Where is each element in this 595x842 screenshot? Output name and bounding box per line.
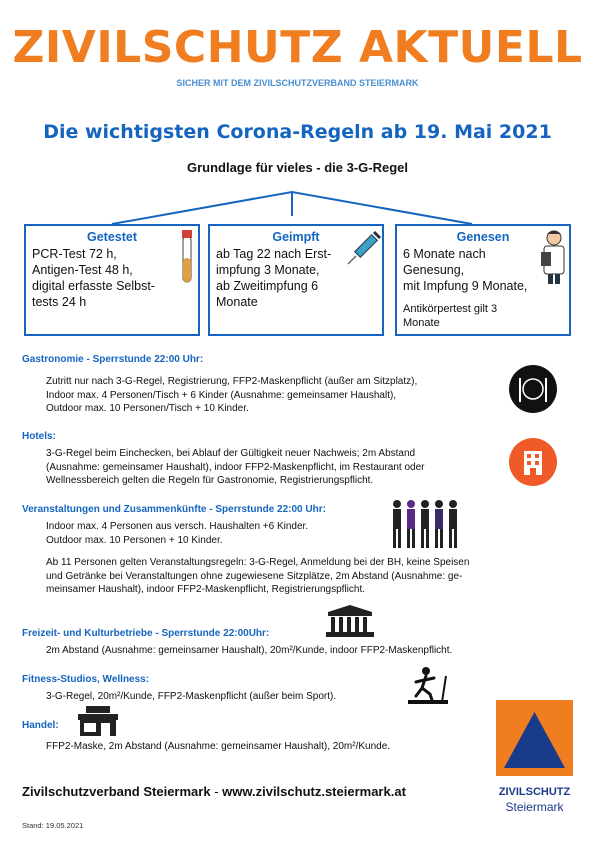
box-text-extra: Antikörpertest gilt 3 Monate — [403, 303, 498, 329]
section-title-fitness: Fitness-Studios, Wellness: — [22, 674, 150, 685]
treadmill-icon — [404, 666, 450, 706]
footer-separator: - — [210, 784, 223, 799]
footer — [22, 784, 406, 799]
headline: Die wichtigsten Corona-Regeln ab 19. Mai 2021 — [43, 121, 552, 143]
stand-date: Stand: 19.05.2021 — [22, 821, 84, 830]
cutlery-icon — [508, 364, 558, 414]
section-text-gastronomie: Zutritt nur nach 3-G-Regel, Registrierung, FFP2-Maskenpflicht (außer am Sitzplatz), Indoor max. 4 Personen/Tisch + 6 Kinder (Ausnahme: gemeinsamer Haushalt), Outdoor max. 10 Personen/Tisch + 10 Kinder. — [46, 376, 418, 414]
page-subtitle: SICHER MIT DEM ZIVILSCHUTZVERBAND STEIERMARK — [176, 78, 419, 88]
box-title: Geimpft — [272, 230, 320, 244]
section-title-freizeit: Freizeit- und Kulturbetriebe - Sperrstunde 22:00Uhr: — [22, 628, 270, 639]
box-title: Getestet — [86, 230, 138, 244]
section-text-veranstaltungen: Indoor max. 4 Personen aus versch. Haushalten +6 Kinder. Outdoor max. 10 Personen + 10 Kinder. — [46, 521, 309, 546]
box-genesen — [395, 224, 571, 336]
box-text: ab Tag 22 nach Erst- impfung 3 Monate, ab Zweitimpfung 6 Monate — [216, 247, 332, 309]
bracket-diagram — [0, 0, 595, 240]
test-tube-icon — [176, 228, 198, 288]
section-title-handel: Handel: — [22, 720, 59, 731]
museum-icon — [324, 604, 376, 638]
section-text-fitness: 3-G-Regel, 20m²/Kunde, FFP2-Maskenpflicht (außer beim Sport). — [46, 691, 337, 702]
page-title: ZIVILSCHUTZ AKTUELL — [12, 22, 583, 73]
logo-text-line1: ZIVILSCHUTZ — [498, 786, 571, 798]
people-group-icon — [388, 498, 462, 550]
section-title-hotels: Hotels: — [22, 431, 56, 442]
section-text-handel: FFP2-Maske, 2m Abstand (Ausnahme: gemeinsamer Haushalt), 20m²/Kunde. — [46, 741, 391, 752]
shop-icon — [74, 706, 122, 738]
box-getestet — [24, 224, 200, 336]
section-title-gastronomie: Gastronomie - Sperrstunde 22:00 Uhr: — [22, 354, 204, 365]
section-text-veranstaltungen-2: Ab 11 Personen gelten Veranstaltungsregeln: 3-G-Regel, Anmeldung bei der BH, keine Speisen und Getränke bei Veranstaltungen ohne zugewiesene Sitzplätze, 2m Abstand (Ausnahme: ge- meinsamer Haushalt), indoor FFP2-Maskenpflicht, Registrierungspflicht. — [46, 557, 470, 595]
subheadline: Grundlage für vieles - die 3-G-Regel — [186, 160, 409, 175]
logo-text-line2: Steiermark — [505, 800, 564, 814]
box-title: Genesen — [456, 230, 510, 244]
syringe-icon — [344, 228, 384, 268]
box-text: PCR-Test 72 h, Antigen-Test 48 h, digital erfasste Selbst- tests 24 h — [32, 247, 155, 309]
hotel-icon — [508, 437, 558, 487]
triangle-logo-icon — [496, 700, 573, 776]
section-text-freizeit: 2m Abstand (Ausnahme: gemeinsamer Haushalt), 20m²/Kunde, indoor FFP2-Maskenpflicht. — [46, 645, 453, 656]
section-title-veranstaltungen: Veranstaltungen und Zusammenkünfte - Sperrstunde 22:00 Uhr: — [22, 504, 326, 515]
doctor-icon — [539, 228, 569, 286]
box-text: 6 Monate nach Genesung, mit Impfung 9 Monate, — [403, 247, 528, 293]
box-geimpft — [208, 224, 384, 336]
section-text-hotels: 3-G-Regel beim Einchecken, bei Ablauf der Gültigkeit neuer Nachweis; 2m Abstand (Ausnahme: gemeinsamer Haushalt), indoor FFP2-Maskenpflicht, im Restaurant oder Wellnessbereich gelten die Regeln für Gastronomie, Registrierungspflicht. — [46, 448, 425, 486]
zivilschutz-logo — [496, 700, 573, 776]
footer-org: Zivilschutzverband Steiermark — [22, 784, 211, 799]
footer-url-link[interactable]: www.zivilschutz.steiermark.at — [222, 784, 406, 799]
